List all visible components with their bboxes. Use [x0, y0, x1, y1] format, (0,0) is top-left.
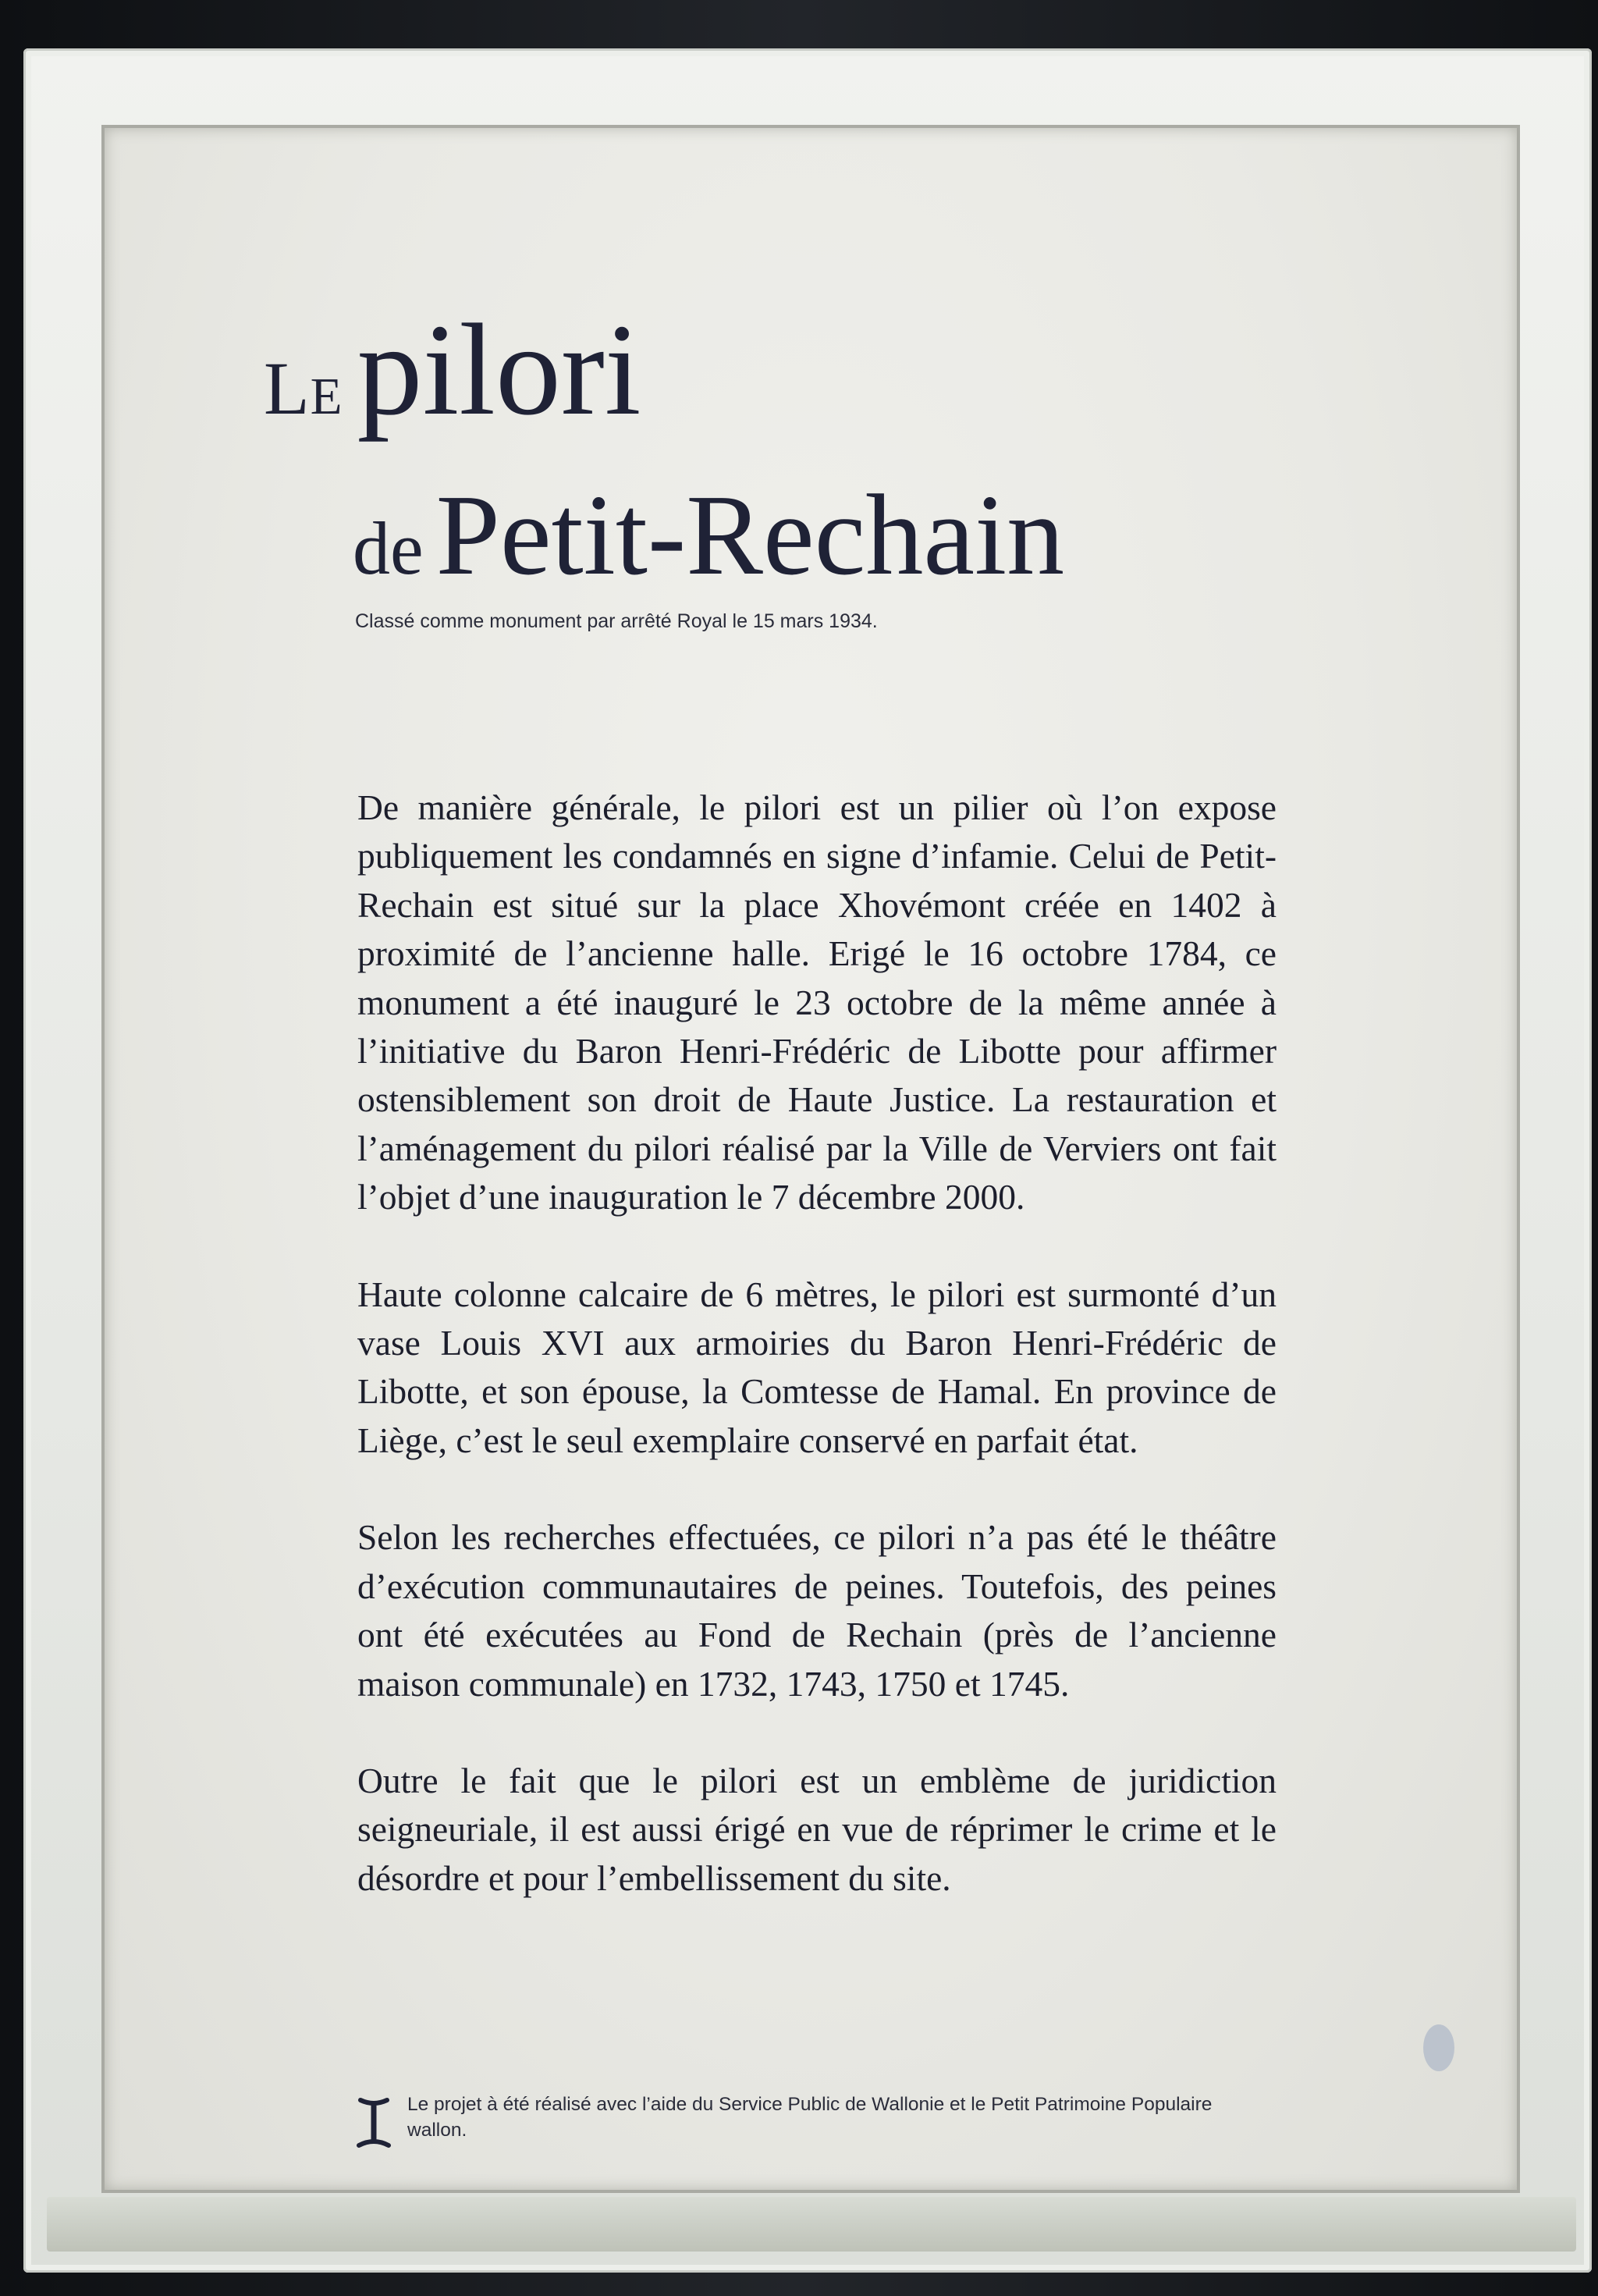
sign-title-line2 [353, 471, 1065, 599]
paragraph-1: De manière générale, le pilori est un pilier où l’on expose publiquement les condamnés en signe d’infamie. Celui de Petit-Rechain est situé sur la place Xhovémont créée en 1402 à proximité de l’ancienne halle. Erigé le 16 octobre 1784, ce monument a été inauguré le 23 octobre de la même année à l’initiative du Baron Henri-Frédéric de Libotte pour affirmer ostensiblement son droit de Haute Justice. La restauration et l’aménagement du pilori réalisé par la Ville de Verviers ont fait l’objet d’une inauguration le 7 décembre 2000. [357, 787, 1277, 1217]
frame-bottom-edge [47, 2197, 1576, 2252]
title-main: pilori [357, 297, 641, 442]
sign-body [357, 784, 1277, 1903]
paragraph-3: Selon les recherches effectuées, ce pilori n’a pas été le théâtre d’exécution communautaires de peines. Toutefois, des peines ont été exécutées au Fond de Rechain (près de l’ancienne maison communale) en 1732, 1743, 1750 et 1745. [357, 1517, 1277, 1704]
sign-footer: Le projet à été réalisé avec l’aide du Service Public de Wallonie et le Petit Patrimoine Populaire wallon. [407, 2094, 1213, 2141]
title-place: Petit-Rechain [435, 471, 1065, 599]
paragraph-2: Haute colonne calcaire de 6 mètres, le pilori est surmonté d’un vase Louis XVI aux armoiries du Baron Henri-Frédéric de Libotte, et son épouse, la Comtesse de Hamal. En province de Liège, c’est le seul exemplaire conservé en parfait état. [357, 1274, 1277, 1460]
pillar-logo-icon [354, 2095, 393, 2150]
paragraph-4: Outre le fait que le pilori est un emblème de juridiction seigneuriale, il est aussi érigé en vue de réprimer le crime et le désordre et pour l’embellissement du site. [357, 1760, 1277, 1898]
sign-title-line1 [264, 297, 641, 442]
weather-stain [1423, 2024, 1454, 2071]
title-de: de [353, 506, 424, 590]
title-prefix: Le [264, 347, 343, 430]
sign-subtitle: Classé comme monument par arrêté Royal le 15 mars 1934. [355, 610, 878, 632]
